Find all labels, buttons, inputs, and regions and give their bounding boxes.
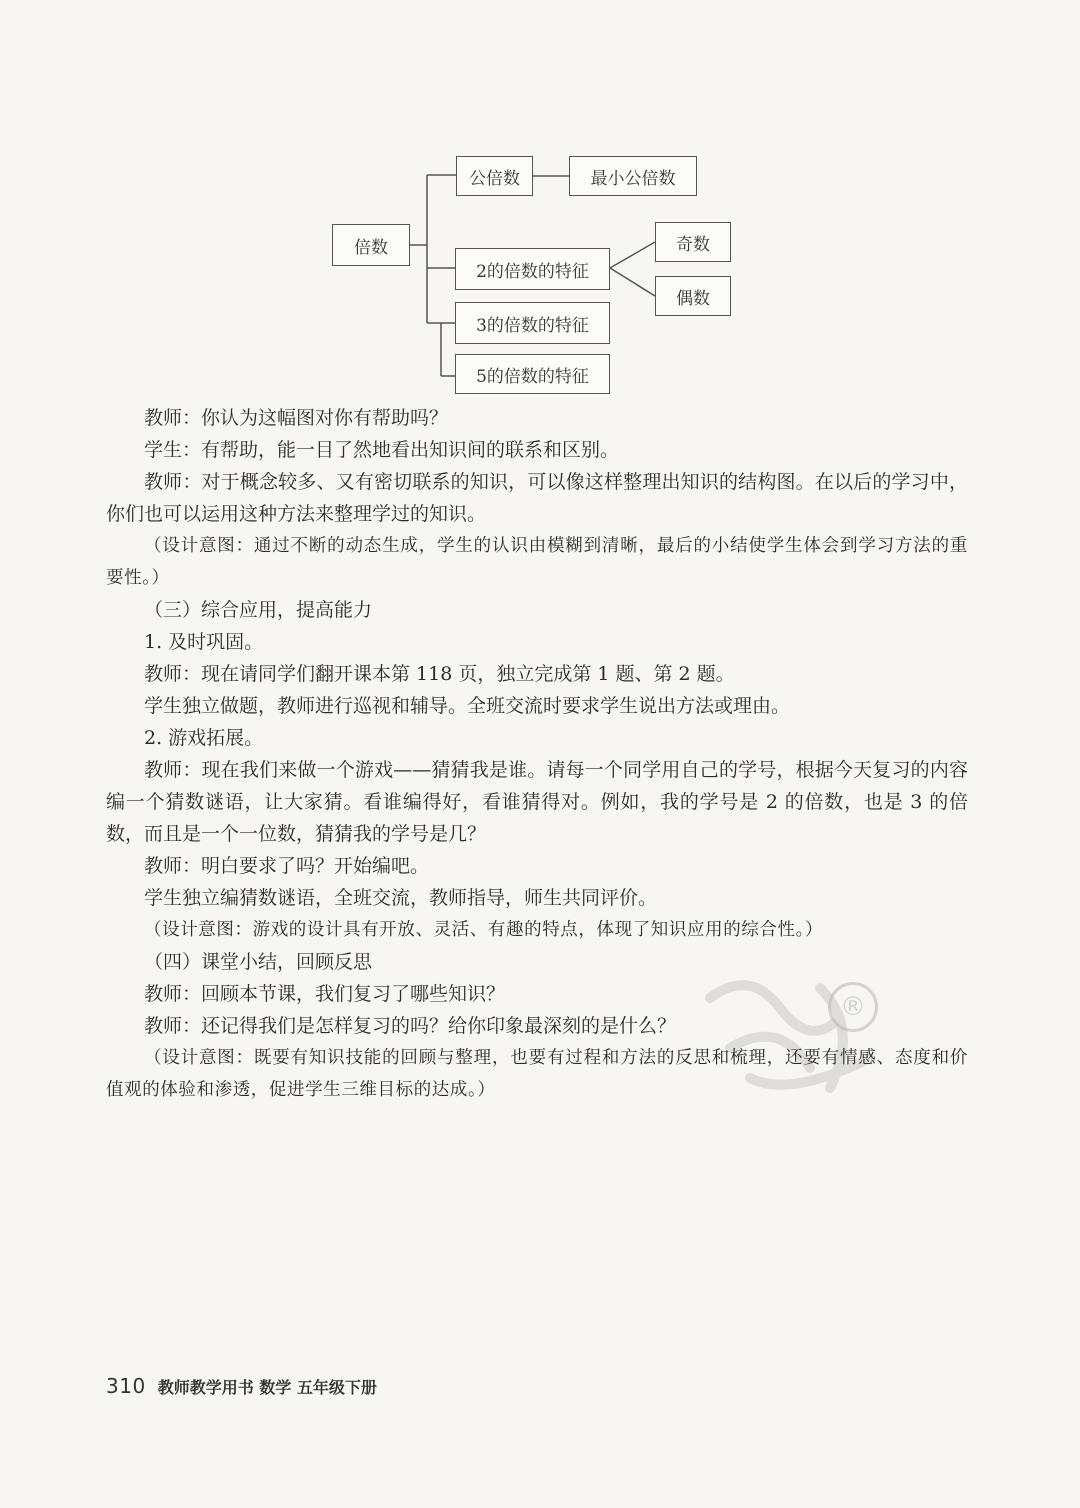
paragraph: 教师：你认为这幅图对你有帮助吗？ (144, 407, 449, 429)
book-title: 教师教学用书 数学 五年级下册 (157, 1378, 377, 1397)
box-feature-of-5: 5的倍数的特征 (455, 354, 610, 394)
paragraph: 教师：现在我们来做一个游戏——猜猜我是谁。请每一个同学用自己的学号，根据今天复习的内容编一个猜数谜语，让大家猜。看谁编得好，看谁猜得对。例如，我的学号是 2 的倍数，也是 3 的倍数，而且是一个一位数，猜猜我的学号是几？ (106, 759, 968, 845)
box-feature-of-2: 2的倍数的特征 (455, 248, 610, 290)
paragraph: 1. 及时巩固。 (144, 631, 264, 653)
design-intent-note: （设计意图：既要有知识技能的回顾与整理，也要有过程和方法的反思和梳理，还要有情感、态度和价值观的体验和渗透，促进学生三维目标的达成。） (106, 1048, 968, 1100)
section-heading: （三）综合应用，提高能力 (144, 599, 373, 621)
box-even: 偶数 (655, 276, 731, 316)
paragraph: 教师：对于概念较多、又有密切联系的知识，可以像这样整理出知识的结构图。在以后的学习中，你们也可以运用这种方法来整理学过的知识。 (106, 471, 968, 525)
box-least-common-multiple: 最小公倍数 (569, 156, 697, 196)
knowledge-structure-diagram (0, 0, 1080, 400)
paragraph: 教师：还记得我们是怎样复习的吗？给你印象最深刻的是什么？ (144, 1015, 677, 1037)
paragraph: 学生独立编猜数谜语，全班交流，教师指导，师生共同评价。 (144, 887, 658, 909)
page-number: 310 (106, 1374, 146, 1398)
paragraph: 2. 游戏拓展。 (144, 727, 264, 749)
paragraph: 学生独立做题，教师进行巡视和辅导。全班交流时要求学生说出方法或理由。 (144, 695, 791, 717)
paragraph: 教师：回顾本节课，我们复习了哪些知识？ (144, 983, 506, 1005)
design-intent-note: （设计意图：通过不断的动态生成，学生的认识由模糊到清晰，最后的小结使学生体会到学习方法的重要性。） (106, 536, 968, 588)
registered-mark-icon: ® (828, 982, 878, 1032)
box-feature-of-3: 3的倍数的特征 (455, 302, 610, 344)
box-common-multiple: 公倍数 (456, 156, 533, 196)
page-footer (106, 1374, 377, 1398)
section-heading: （四）课堂小结，回顾反思 (144, 951, 373, 973)
design-intent-note: （设计意图：游戏的设计具有开放、灵活、有趣的特点，体现了知识应用的综合性。） (144, 920, 824, 940)
paragraph: 学生：有帮助，能一目了然地看出知识间的联系和区别。 (144, 439, 620, 461)
root-box-multiples: 倍数 (332, 224, 410, 266)
paragraph: 教师：现在请同学们翻开课本第 118 页，独立完成第 1 题、第 2 题。 (144, 663, 735, 685)
box-odd: 奇数 (655, 222, 731, 262)
publisher-watermark-icon (690, 958, 900, 1108)
paragraph: 教师：明白要求了吗？开始编吧。 (144, 855, 430, 877)
